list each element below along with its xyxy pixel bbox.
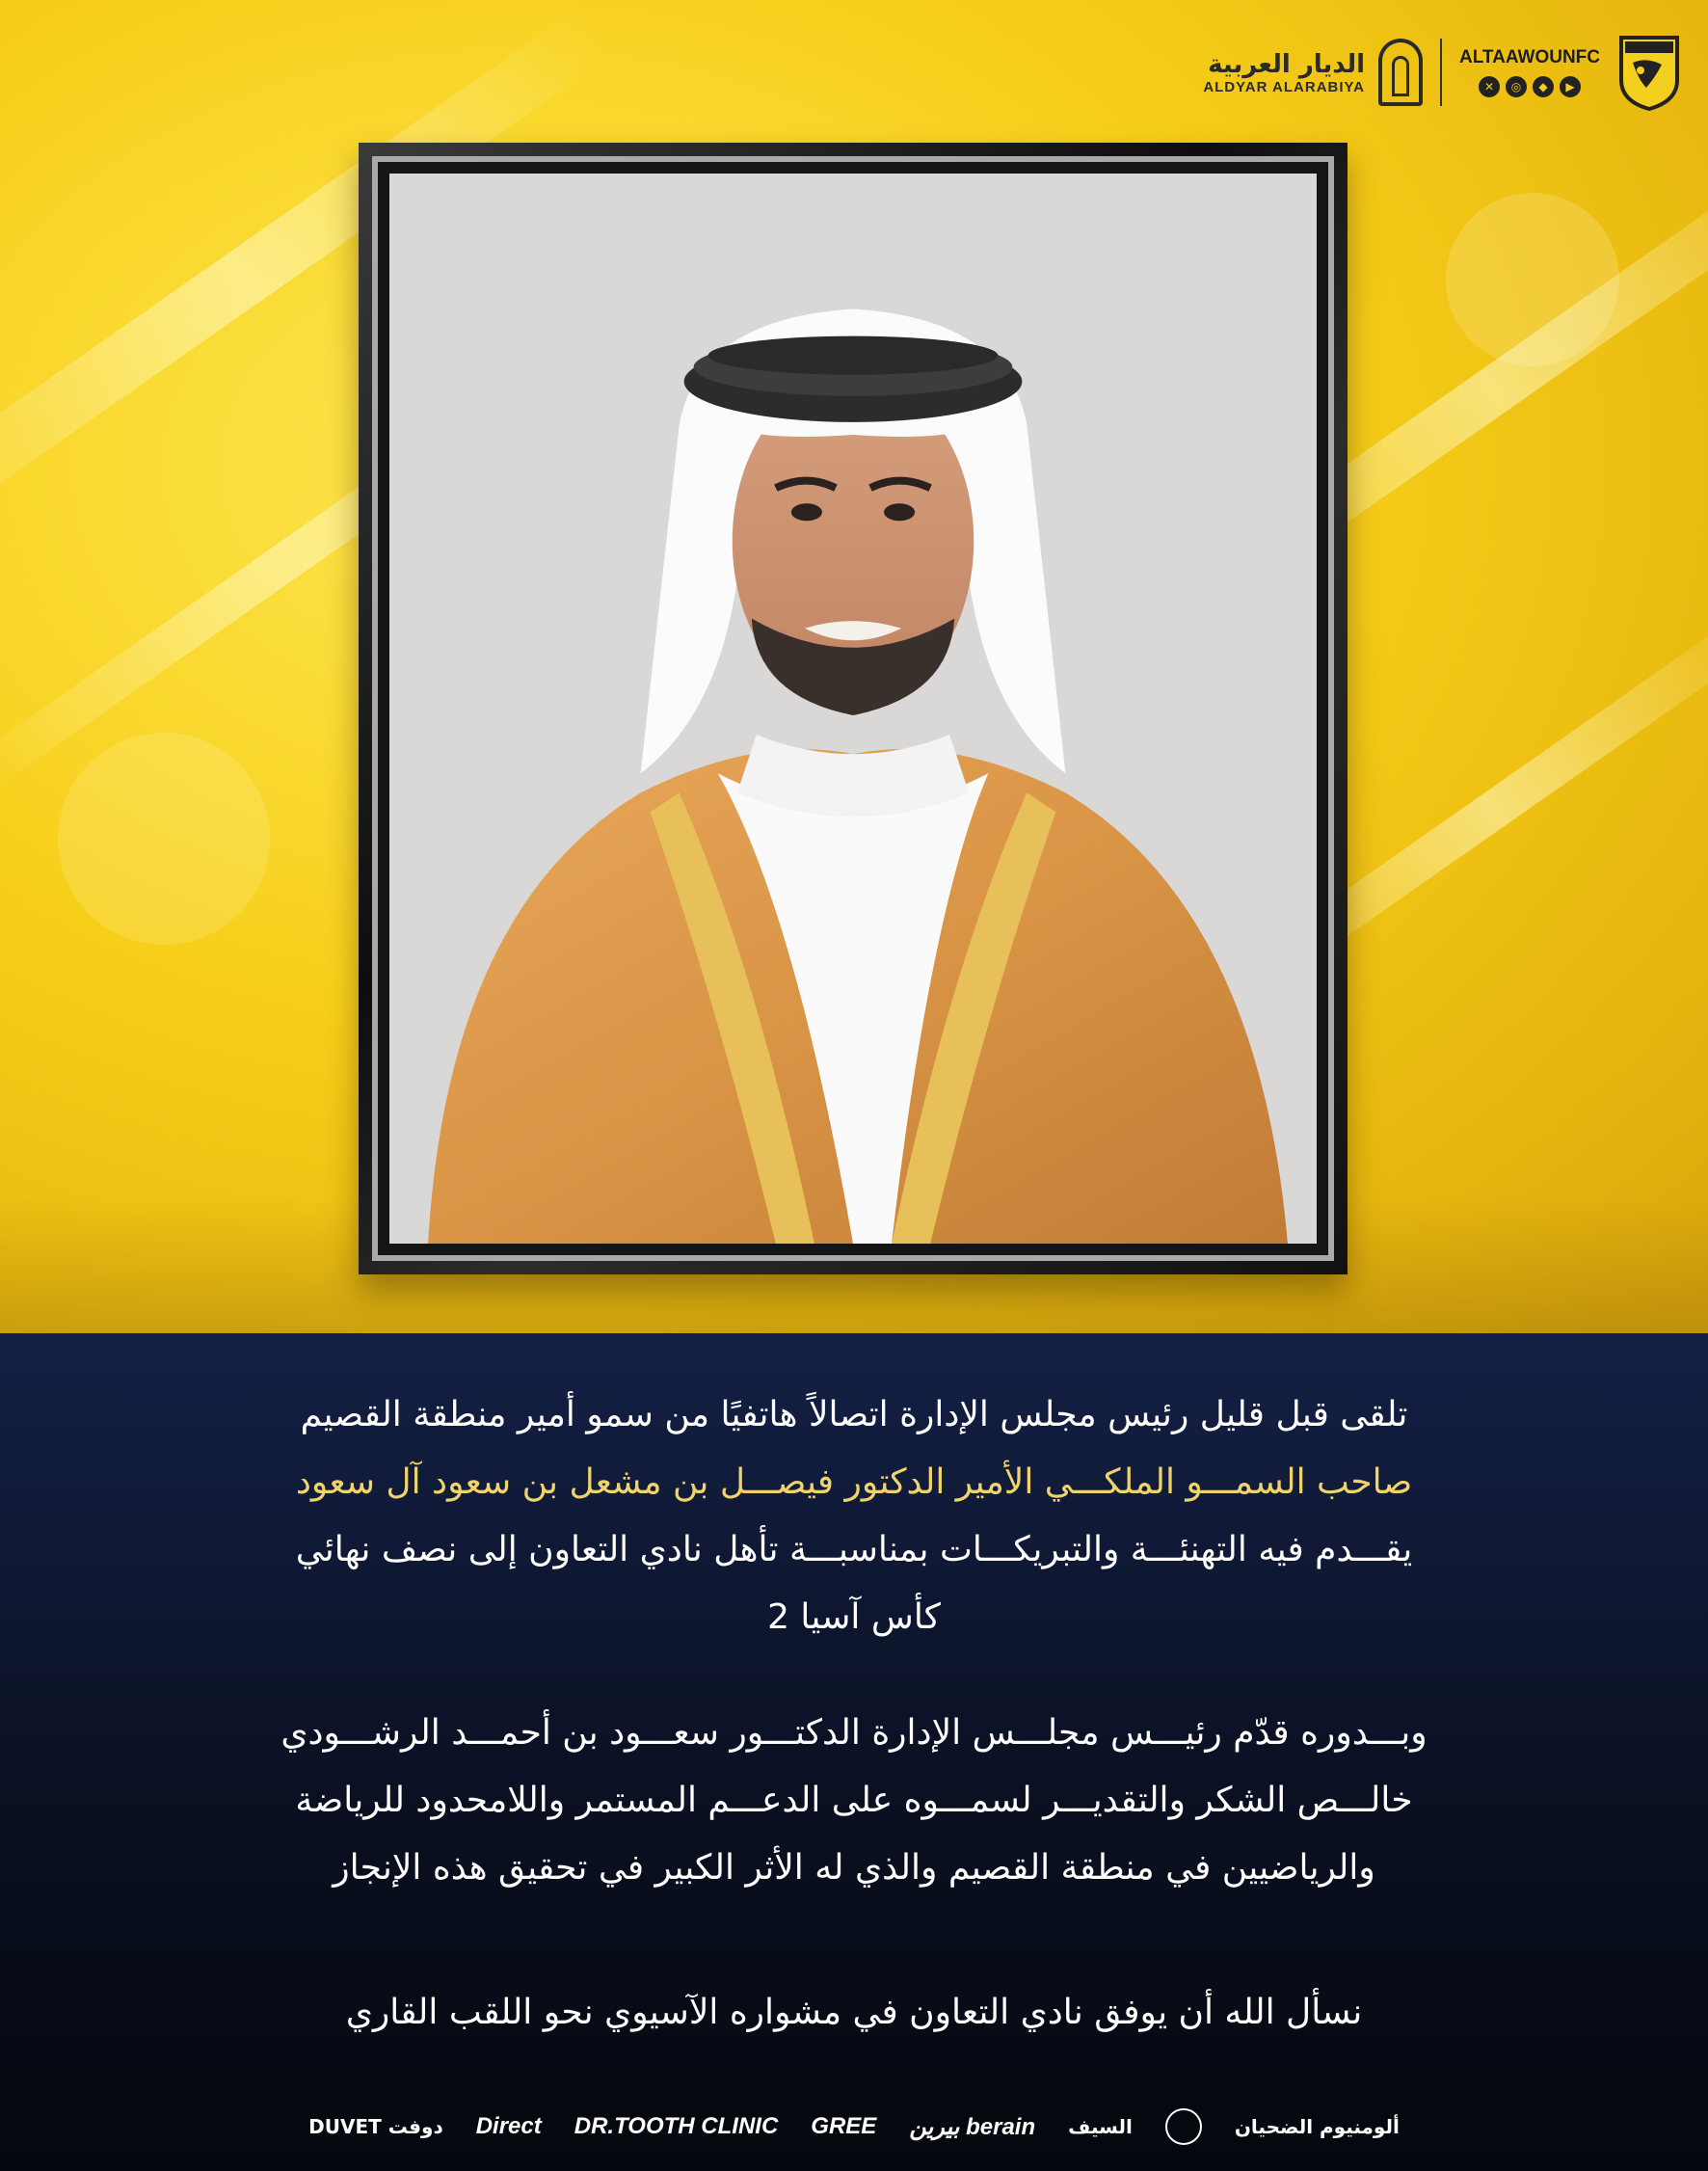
paragraph-prayer — [135, 1979, 1573, 2047]
x-icon[interactable]: ✕ — [1479, 76, 1500, 97]
portrait-figure — [389, 174, 1317, 1244]
message-line: تلقى قبل قليل رئيس مجلس الإدارة اتصالاً هاتفيًا من سمو أمير منطقة القصيم — [300, 1395, 1408, 1434]
bokeh-spot — [1446, 193, 1619, 366]
sponsor-direct: Direct — [475, 2113, 542, 2139]
paragraph-congratulation — [135, 1381, 1573, 1651]
message-line: نسأل الله أن يوفق نادي التعاون في مشواره الآسيوي نحو اللقب القاري — [345, 1993, 1363, 2032]
message-line: يقـــدم فيه التهنئـــة والتبريكـــات بمناسبـــة تأهل نادي التعاون إلى نصف نهائي — [295, 1530, 1413, 1569]
club-crest-icon — [1617, 34, 1681, 111]
club-handle: ALTAAWOUNFC — [1459, 47, 1600, 67]
sponsor-duvet: دوفت DUVET — [308, 2115, 443, 2138]
bokeh-spot — [58, 733, 270, 945]
aldyar-logo — [1203, 39, 1423, 106]
message-line: والرياضيين في منطقة القصيم والذي له الأثر الكبير في تحقيق هذه الإنجاز — [333, 1848, 1375, 1888]
message-line: كأس آسيا 2 — [767, 1597, 941, 1637]
message-line: وبـــدوره قدّم رئيـــس مجلـــس الإدارة الدكتـــور سعـــود بن أحمـــد الرشـــودي — [280, 1713, 1428, 1753]
portrait-frame — [359, 143, 1348, 1274]
message-line-highlight: صاحب السمـــو الملكـــي الأمير الدكتور فيصـــل بن مشعل بن سعود آل سعود — [295, 1462, 1413, 1502]
snapchat-icon[interactable]: ◆ — [1533, 76, 1554, 97]
aldyar-arabic-name: الديار العربية — [1208, 49, 1365, 79]
sponsor-aldohayan: ألومنيوم الضحيان — [1234, 2115, 1400, 2138]
club-social-block — [1459, 47, 1600, 97]
youtube-icon[interactable]: ▶ — [1560, 76, 1581, 97]
aldyar-emblem-icon — [1378, 39, 1423, 106]
message-panel — [0, 1333, 1708, 2171]
portrait-photo — [389, 174, 1317, 1244]
sponsor-gree: GREE — [811, 2113, 877, 2139]
sponsor-badge-icon — [1165, 2108, 1202, 2145]
sponsor-logos — [0, 2102, 1708, 2152]
header-logos — [1203, 29, 1681, 116]
message-line: خالـــص الشكر والتقديـــر لسمـــوه على الدعـــم المستمر واللامحدود للرياضة — [295, 1781, 1413, 1820]
sponsor-drtooth: DR.TOOTH CLINIC — [574, 2113, 779, 2139]
aldyar-english-name: ALDYAR ALARABIYA — [1203, 78, 1365, 95]
sponsor-berain: berain بيرين — [909, 2113, 1036, 2140]
header-divider — [1440, 39, 1442, 106]
sponsor-alsaif: السيف — [1068, 2115, 1133, 2138]
paragraph-thanks — [135, 1700, 1573, 1902]
instagram-icon[interactable]: ◎ — [1506, 76, 1527, 97]
